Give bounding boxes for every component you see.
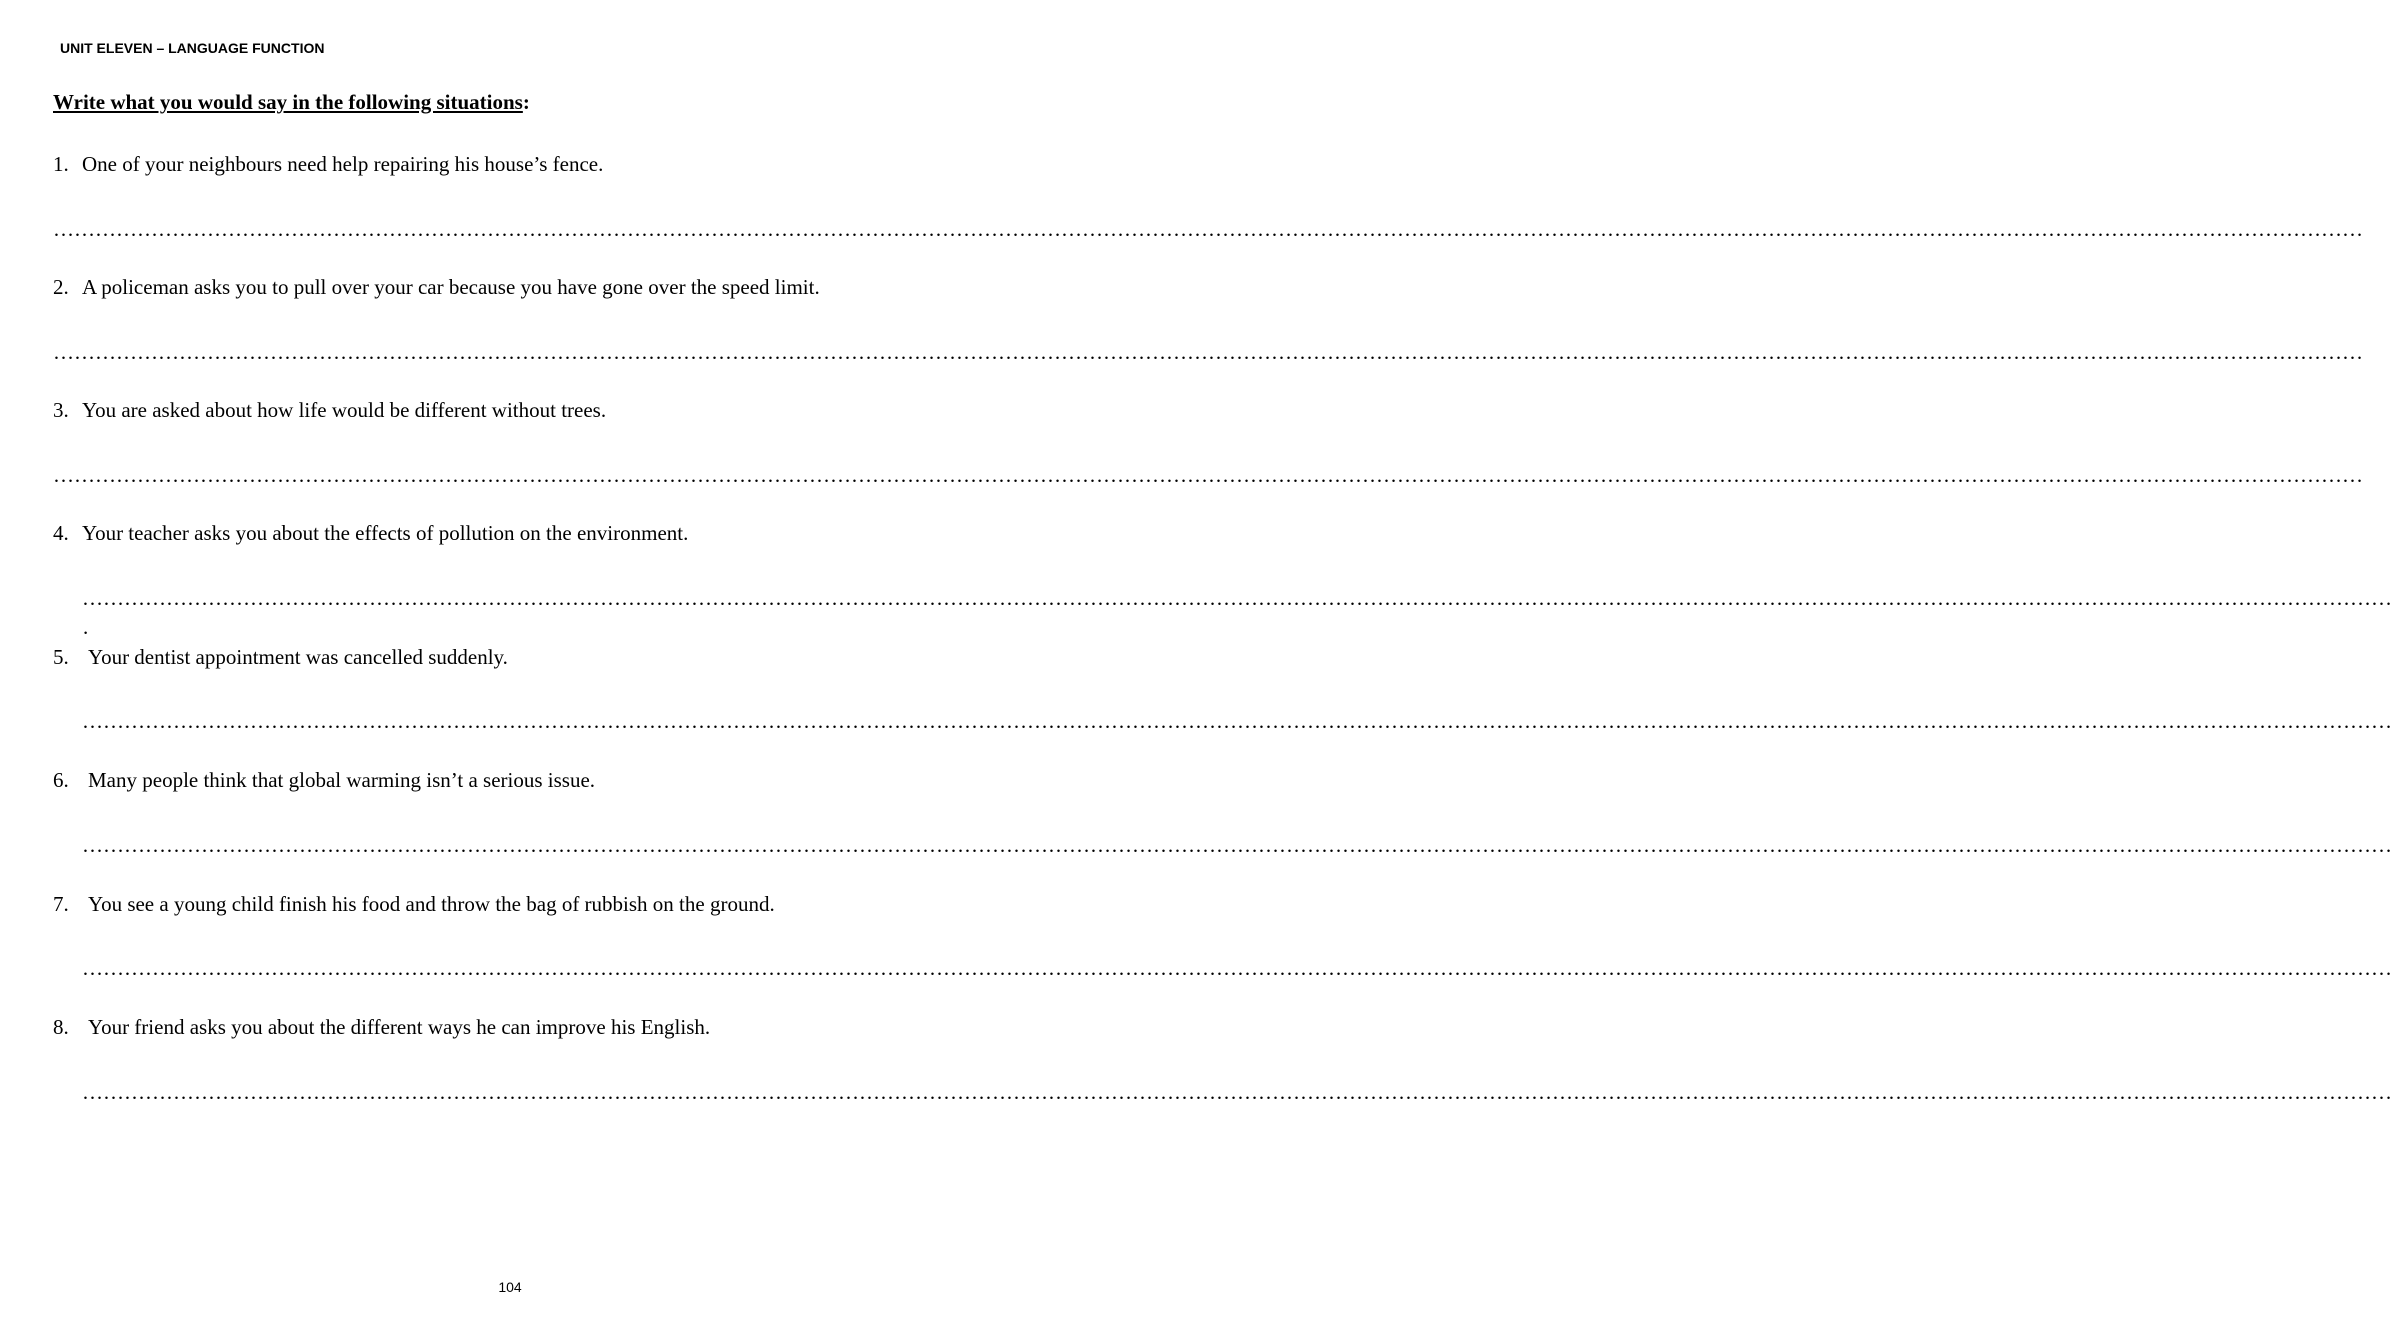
question-5 [53, 645, 508, 670]
answer-line-5[interactable]: …………………………………………………………………………………………………………………………………………………………………………………………………………………………………………………………………………………………………… [82, 709, 2392, 733]
question-2 [53, 275, 820, 300]
question-text: Your dentist appointment was cancelled suddenly. [88, 645, 508, 669]
instruction-text: Write what you would say in the following situations [53, 90, 523, 114]
question-text: One of your neighbours need help repairing his house’s fence. [82, 152, 604, 176]
question-6 [53, 768, 595, 793]
question-text: Many people think that global warming isn’t a serious issue. [88, 768, 596, 792]
question-1 [53, 152, 603, 177]
instruction-heading [53, 90, 530, 115]
unit-title: UNIT ELEVEN – LANGUAGE FUNCTION [60, 40, 325, 56]
answer-line-6[interactable]: …………………………………………………………………………………………………………………………………………………………………………………………………………………………………………………………………………………………………… [82, 833, 2392, 857]
page-number: 104 [498, 1279, 522, 1295]
answer-line-2[interactable]: …………………………………………………………………………………………………………………………………………………………………………………………………………………………………………………………………………………………………… [53, 340, 2363, 364]
question-number: 3. [53, 398, 69, 422]
answer-line-8[interactable]: …………………………………………………………………………………………………………………………………………………………………………………………………………………………………………………………………………………………………… [82, 1080, 2392, 1104]
question-4 [53, 521, 688, 546]
question-3 [53, 398, 606, 423]
question-text: Your teacher asks you about the effects of pollution on the environment. [82, 521, 689, 545]
question-text: Your friend asks you about the different ways he can improve his English. [88, 1015, 711, 1039]
answer-line-1[interactable]: …………………………………………………………………………………………………………………………………………………………………………………………………………………………………………………………………………………………………… [53, 217, 2363, 241]
instruction-colon: : [522, 90, 530, 114]
question-number: 2. [53, 275, 69, 299]
question-number: 4. [53, 521, 69, 545]
question-number: 1. [53, 152, 69, 176]
question-7 [53, 892, 775, 917]
answer-line-4[interactable]: …………………………………………………………………………………………………………………………………………………………………………………………………………………………………………………………………………………………………… [82, 586, 2392, 610]
answer-line-3[interactable]: …………………………………………………………………………………………………………………………………………………………………………………………………………………………………………………………………………………………………… [53, 463, 2363, 487]
question-number: 8. [53, 1015, 69, 1039]
question-number: 6. [53, 768, 69, 792]
answer-line-4-trailing-dot: . [83, 615, 89, 639]
question-text: You are asked about how life would be different without trees. [82, 398, 607, 422]
question-8 [53, 1015, 710, 1040]
question-number: 7. [53, 892, 69, 916]
answer-line-7[interactable]: …………………………………………………………………………………………………………………………………………………………………………………………………………………………………………………………………………………………………… [82, 956, 2392, 980]
question-text: A policeman asks you to pull over your car because you have gone over the speed limit. [82, 275, 820, 299]
question-text: You see a young child finish his food and throw the bag of rubbish on the ground. [88, 892, 775, 916]
question-number: 5. [53, 645, 69, 669]
